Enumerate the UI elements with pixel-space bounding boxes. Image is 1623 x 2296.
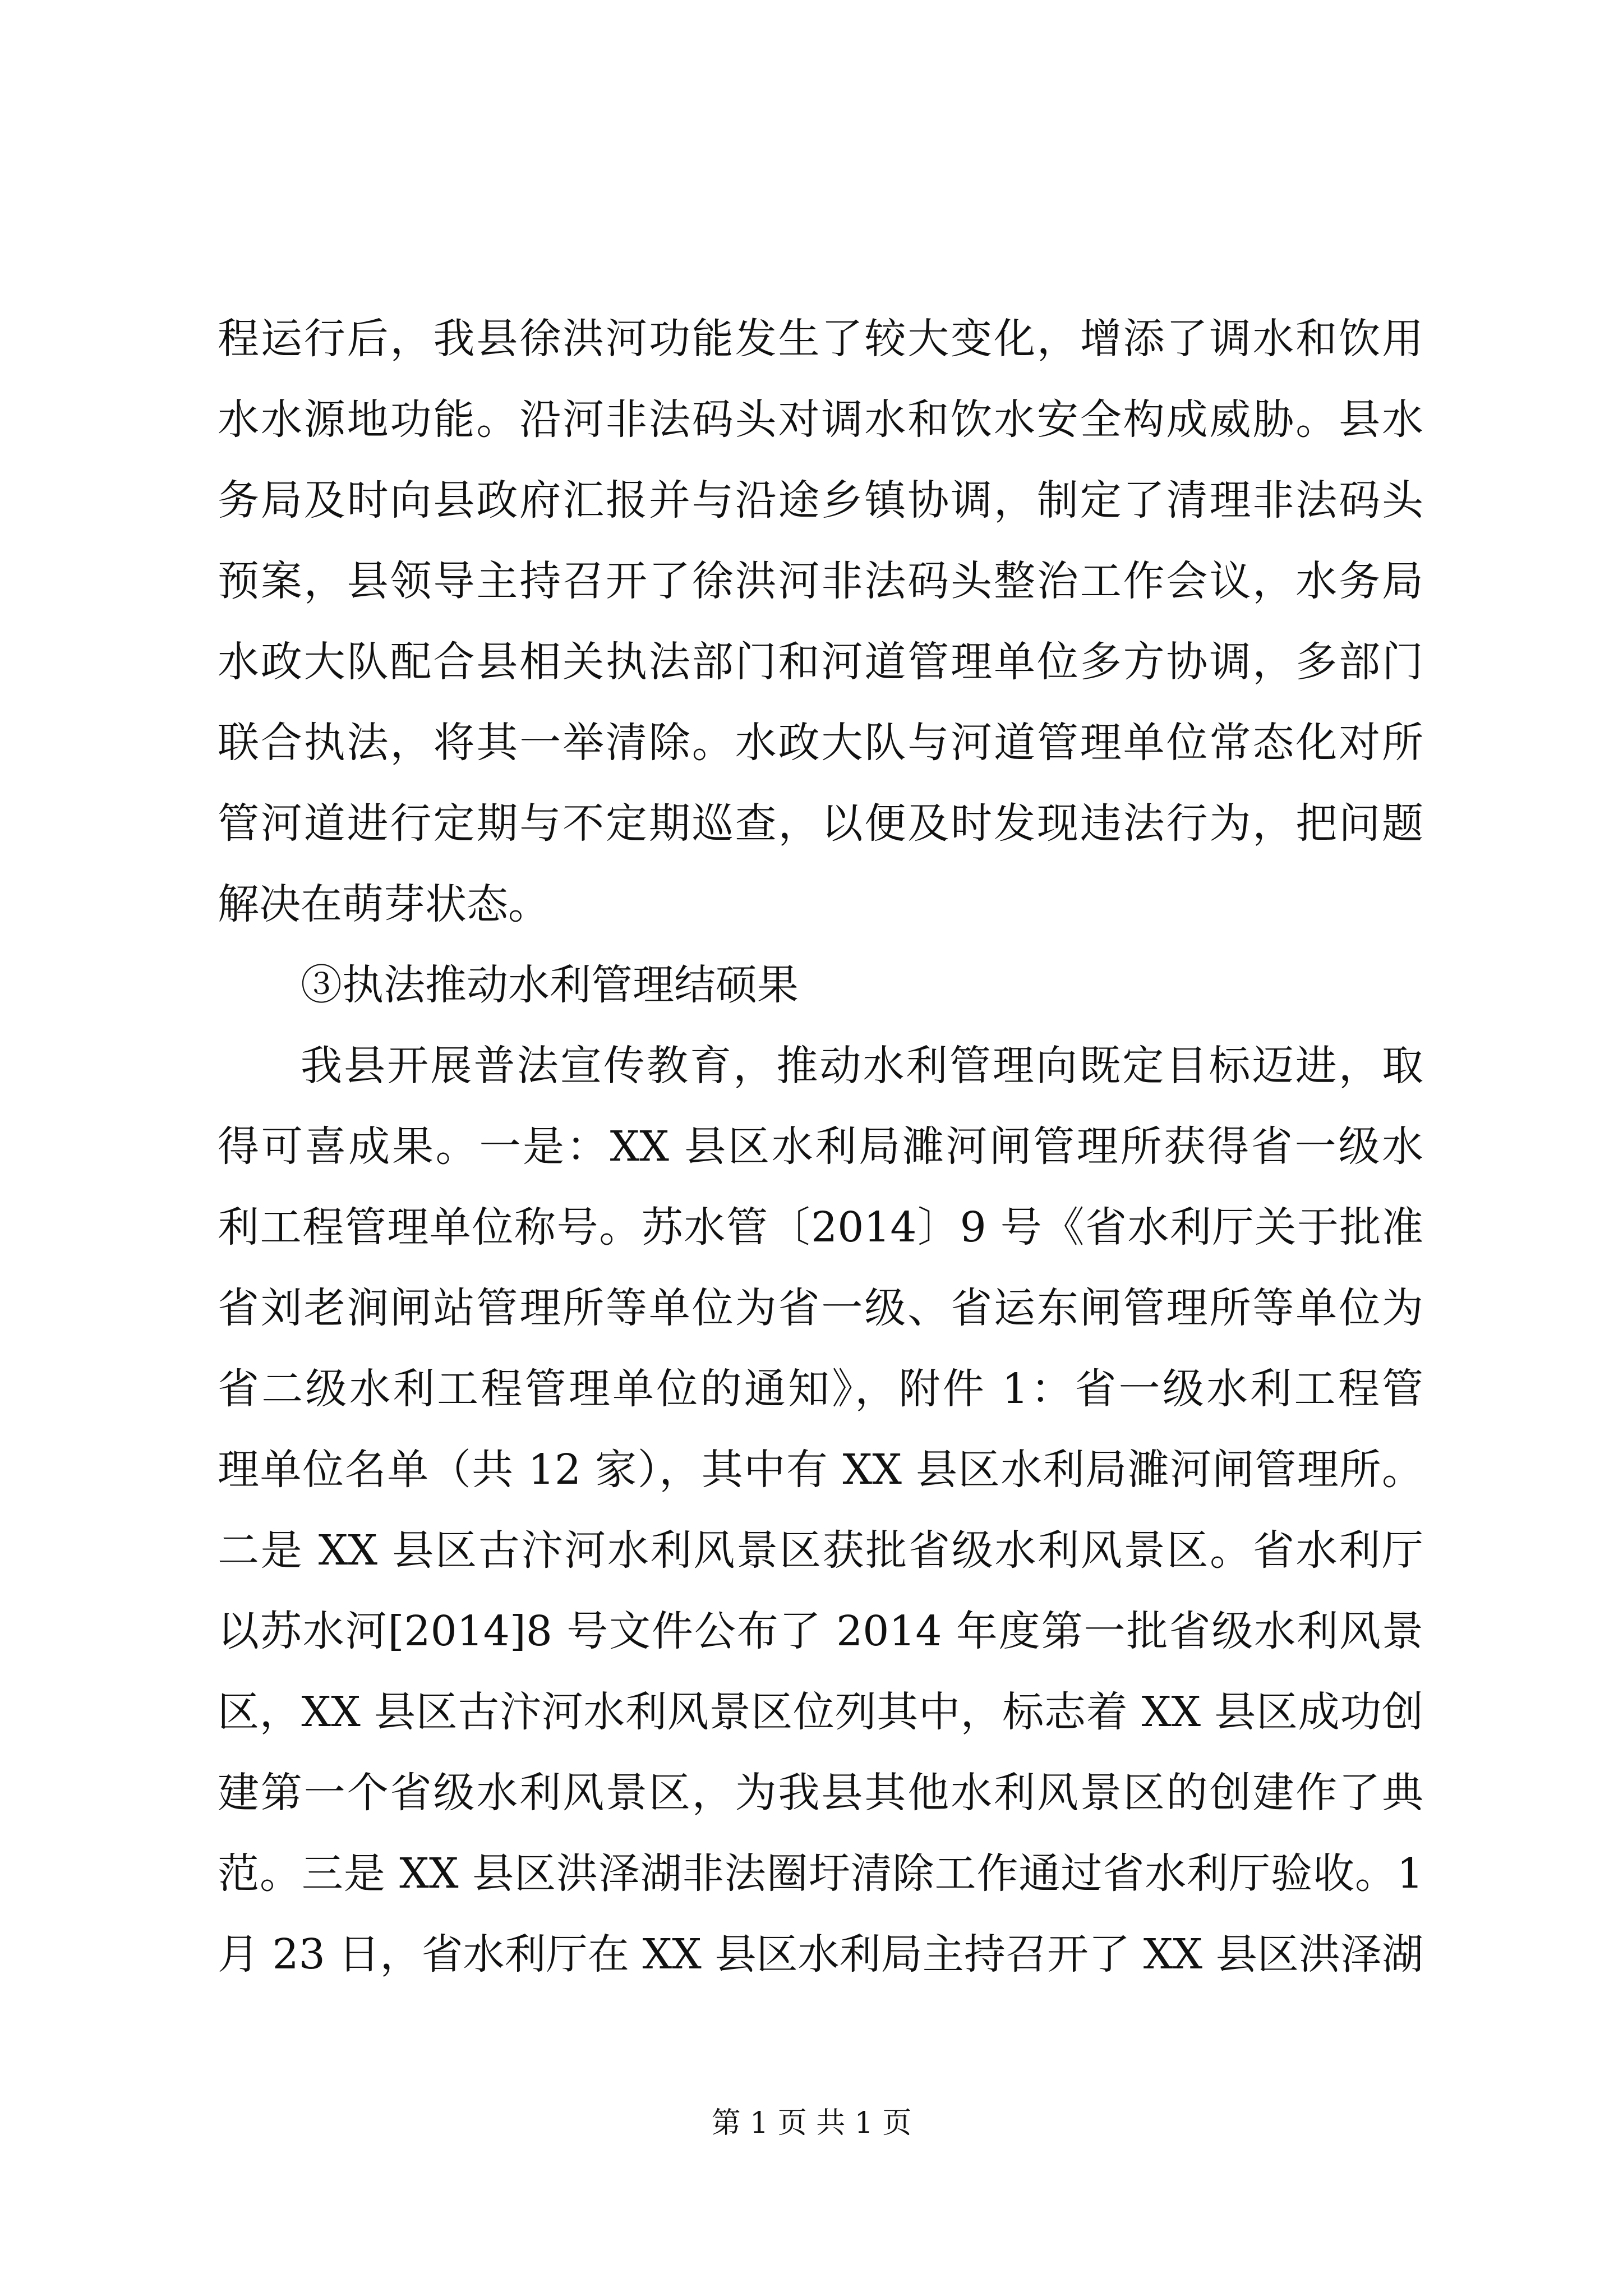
text-line: 预案，县领导主持召开了徐洪河非法码头整治工作会议，水务局 — [218, 557, 1423, 605]
text-line: 水水源地功能。沿河非法码头对调水和饮水安全构成威胁。县水 — [218, 395, 1423, 444]
page-footer: 第 1 页 共 1 页 — [711, 2106, 912, 2140]
text-line: 得可喜成果。一是：XX 县区水利局濉河闸管理所获得省一级水 — [218, 1122, 1423, 1171]
text-line: 解决在萌芽状态。 — [218, 880, 550, 928]
text-line: 利工程管理单位称号。苏水管〔2014〕9 号《省水利厅关于批准 — [218, 1203, 1423, 1251]
text-line: 我县开展普法宣传教育，推动水利管理向既定目标迈进，取 — [301, 1042, 1423, 1090]
text-line: 管河道进行定期与不定期巡查，以便及时发现违法行为，把问题 — [218, 799, 1423, 848]
section-heading: ③执法推动水利管理结硕果 — [301, 961, 799, 1009]
text-line: 省刘老涧闸站管理所等单位为省一级、省运东闸管理所等单位为 — [218, 1284, 1423, 1332]
text-line: 务局及时向县政府汇报并与沿途乡镇协调，制定了清理非法码头 — [218, 476, 1423, 524]
text-line: 区，XX 县区古汴河水利风景区位列其中，标志着 XX 县区成功创 — [218, 1688, 1423, 1736]
text-line: 以苏水河[2014]8 号文件公布了 2014 年度第一批省级水利风景 — [218, 1607, 1423, 1655]
text-line: 联合执法，将其一举清除。水政大队与河道管理单位常态化对所 — [218, 719, 1423, 767]
text-line: 水政大队配合县相关执法部门和河道管理单位多方协调，多部门 — [218, 638, 1423, 686]
text-line: 范。三是 XX 县区洪泽湖非法圈圩清除工作通过省水利厅验收。1 — [218, 1849, 1423, 1898]
text-line: 建第一个省级水利风景区，为我县其他水利风景区的创建作了典 — [218, 1769, 1423, 1817]
text-line: 省二级水利工程管理单位的通知》，附件 1：省一级水利工程管 — [218, 1365, 1423, 1413]
text-line: 二是 XX 县区古汴河水利风景区获批省级水利风景区。省水利厅 — [218, 1526, 1423, 1575]
text-line: 程运行后，我县徐洪河功能发生了较大变化，增添了调水和饮用 — [218, 315, 1423, 363]
text-line: 理单位名单（共 12 家），其中有 XX 县区水利局濉河闸管理所。 — [218, 1446, 1423, 1494]
text-line: 月 23 日，省水利厅在 XX 县区水利局主持召开了 XX 县区洪泽湖 — [218, 1930, 1423, 1978]
